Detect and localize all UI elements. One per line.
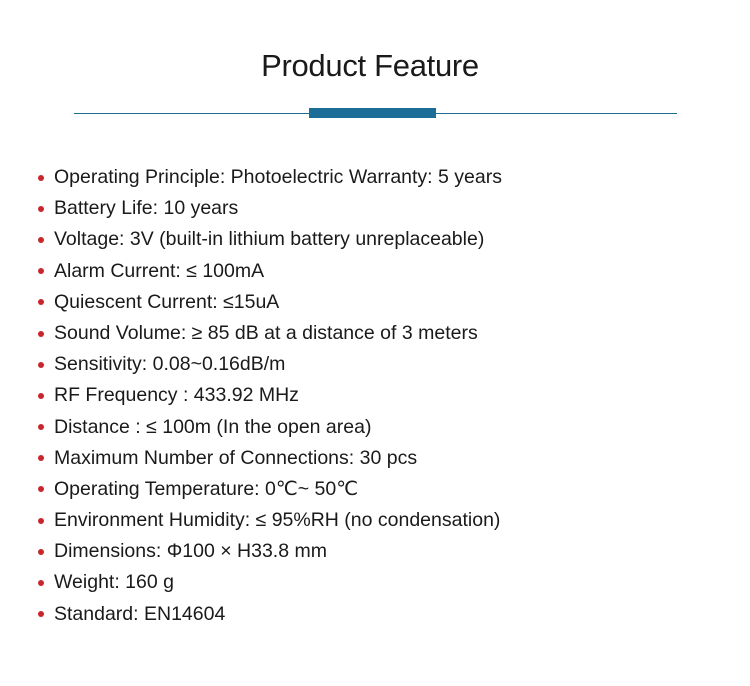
feature-text: Dimensions: Φ100 × H33.8 mm xyxy=(54,540,327,563)
bullet-icon xyxy=(38,424,44,430)
feature-item-sound-volume xyxy=(38,318,502,349)
bullet-icon xyxy=(38,518,44,524)
feature-text: Alarm Current: ≤ 100mA xyxy=(54,259,265,282)
bullet-icon xyxy=(38,362,44,368)
feature-item-distance xyxy=(38,412,502,443)
feature-item-rf-frequency xyxy=(38,380,502,411)
bullet-icon xyxy=(38,237,44,243)
feature-text: Battery Life: 10 years xyxy=(54,197,239,220)
feature-text: Environment Humidity: ≤ 95%RH (no condensation) xyxy=(54,509,501,532)
feature-text: Operating Temperature: 0℃~ 50℃ xyxy=(54,477,359,500)
bullet-icon xyxy=(38,455,44,461)
feature-item-voltage xyxy=(38,224,502,255)
bullet-icon xyxy=(38,268,44,274)
feature-item-operating-temperature xyxy=(38,474,502,505)
feature-text: Standard: EN14604 xyxy=(54,602,226,625)
title-divider-accent xyxy=(309,108,436,118)
bullet-icon xyxy=(38,486,44,492)
bullet-icon xyxy=(38,580,44,586)
bullet-icon xyxy=(38,331,44,337)
feature-text: Maximum Number of Connections: 30 pcs xyxy=(54,446,418,469)
feature-list xyxy=(38,162,502,630)
feature-item-quiescent-current xyxy=(38,287,502,318)
bullet-icon xyxy=(38,393,44,399)
feature-text: Distance : ≤ 100m (In the open area) xyxy=(54,415,372,438)
page-title: Product Feature xyxy=(261,48,479,83)
bullet-icon xyxy=(38,299,44,305)
feature-text: Quiescent Current: ≤15uA xyxy=(54,290,280,313)
feature-item-dimensions xyxy=(38,536,502,567)
bullet-icon xyxy=(38,549,44,555)
bullet-icon xyxy=(38,611,44,617)
feature-text: Sensitivity: 0.08~0.16dB/m xyxy=(54,353,286,376)
feature-item-battery-life xyxy=(38,193,502,224)
bullet-icon xyxy=(38,206,44,212)
feature-text: Operating Principle: Photoelectric Warranty: 5 years xyxy=(54,166,502,188)
feature-item-standard xyxy=(38,599,502,630)
feature-item-max-connections xyxy=(38,443,502,474)
feature-item-weight xyxy=(38,567,502,598)
bullet-icon xyxy=(38,175,44,181)
feature-text: Voltage: 3V (built-in lithium battery unreplaceable) xyxy=(54,228,485,251)
feature-text: Weight: 160 g xyxy=(54,571,174,594)
feature-item-environment-humidity xyxy=(38,505,502,536)
feature-text: Sound Volume: ≥ 85 dB at a distance of 3 meters xyxy=(54,321,478,344)
feature-text: RF Frequency : 433.92 MHz xyxy=(54,384,299,407)
feature-item-alarm-current xyxy=(38,256,502,287)
feature-item-sensitivity xyxy=(38,349,502,380)
feature-item-operating-principle xyxy=(38,162,502,193)
